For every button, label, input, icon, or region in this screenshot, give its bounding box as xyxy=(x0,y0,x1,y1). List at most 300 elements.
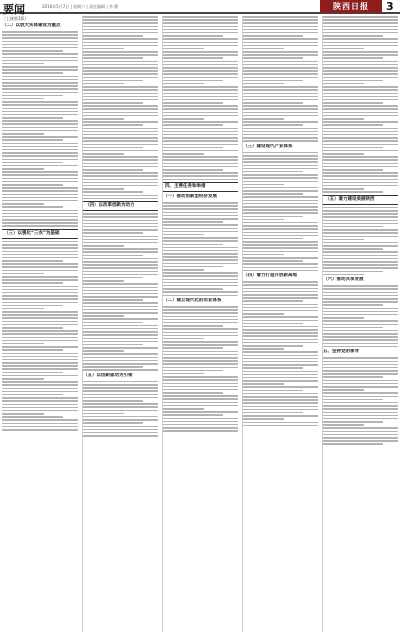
body-text-line xyxy=(243,374,318,376)
body-text-line xyxy=(243,67,318,69)
body-text-line xyxy=(243,203,318,205)
body-text-line xyxy=(163,32,238,34)
body-text-line xyxy=(163,208,238,210)
body-text-line xyxy=(243,168,318,170)
body-text-line xyxy=(83,70,158,72)
article-columns xyxy=(2,16,398,632)
body-text-line xyxy=(163,373,204,375)
body-text-line xyxy=(83,325,158,327)
body-text-line xyxy=(243,361,318,363)
body-text-line xyxy=(2,146,78,148)
body-text-line xyxy=(243,402,318,404)
body-text-line xyxy=(243,102,303,104)
body-text-line xyxy=(2,165,78,167)
body-text-line xyxy=(323,57,383,59)
body-text-line xyxy=(243,118,284,120)
body-text-line xyxy=(163,205,238,207)
body-text-line xyxy=(83,163,158,165)
body-text-line xyxy=(83,137,158,139)
body-text-line xyxy=(2,149,78,151)
body-text-line xyxy=(323,80,383,82)
body-text-line xyxy=(163,202,238,204)
body-text-line xyxy=(83,251,158,253)
body-text-line xyxy=(2,353,78,355)
body-text-line xyxy=(163,156,238,158)
body-text-line xyxy=(163,263,238,265)
body-text-line xyxy=(243,22,318,24)
body-text-line xyxy=(2,57,78,59)
body-text-line xyxy=(83,397,158,399)
body-text-line xyxy=(163,427,238,429)
body-text-line xyxy=(83,19,158,21)
body-text-line xyxy=(243,35,303,37)
body-text-line xyxy=(323,210,398,212)
body-text-line xyxy=(83,16,158,18)
body-text-line xyxy=(163,172,238,174)
body-text-line xyxy=(163,169,223,171)
body-text-line xyxy=(2,333,78,335)
body-text-line xyxy=(243,89,318,91)
body-text-line xyxy=(323,105,398,107)
body-text-line xyxy=(83,280,124,282)
body-text-line xyxy=(83,96,158,98)
body-text-line xyxy=(323,288,398,290)
body-text-line xyxy=(2,194,78,196)
body-text-line xyxy=(2,114,78,116)
subhead: （三）建设现代产业体系 xyxy=(243,143,293,149)
body-text-line xyxy=(83,179,158,181)
body-text-line xyxy=(323,77,398,79)
body-text-line xyxy=(2,340,78,342)
body-text-line xyxy=(2,210,78,212)
body-text-line xyxy=(163,115,238,117)
body-text-line xyxy=(163,341,238,343)
body-text-line xyxy=(2,263,78,265)
body-text-line xyxy=(323,73,398,75)
body-text-line xyxy=(243,348,284,350)
body-text-line xyxy=(163,70,238,72)
body-text-line xyxy=(83,86,158,88)
body-text-line xyxy=(2,92,78,94)
body-text-line xyxy=(243,96,318,98)
body-text-line xyxy=(163,237,238,239)
body-text-line xyxy=(83,239,158,241)
column-3 xyxy=(162,16,238,632)
body-text-line xyxy=(2,76,78,78)
body-text-line xyxy=(323,412,398,414)
body-text-line xyxy=(2,282,63,284)
body-text-line xyxy=(2,200,78,202)
body-text-line xyxy=(83,369,158,371)
body-text-line xyxy=(323,121,398,123)
body-text-line xyxy=(323,373,398,375)
body-text-line xyxy=(2,349,63,351)
body-text-line xyxy=(163,275,238,277)
body-text-line xyxy=(243,54,318,56)
body-text-line xyxy=(323,232,398,234)
body-text-line xyxy=(243,112,318,114)
body-text-line xyxy=(243,390,303,392)
body-text-line xyxy=(2,381,78,383)
body-text-line xyxy=(2,327,63,329)
body-text-line xyxy=(163,244,223,246)
body-text-line xyxy=(323,124,383,126)
body-text-line xyxy=(323,32,398,34)
body-text-line xyxy=(163,344,238,346)
body-text-line xyxy=(2,384,78,386)
body-text-line xyxy=(83,175,158,177)
body-text-line xyxy=(323,179,398,181)
body-text-line xyxy=(323,128,398,130)
body-text-line xyxy=(323,396,398,398)
body-text-line xyxy=(323,169,383,171)
body-text-line xyxy=(163,35,223,37)
body-text-line xyxy=(2,184,63,186)
body-text-line xyxy=(323,134,398,136)
body-text-line xyxy=(163,295,238,297)
body-text-line xyxy=(323,357,398,359)
body-text-line xyxy=(323,137,398,139)
body-text-line xyxy=(243,161,318,163)
body-text-line xyxy=(243,206,318,208)
body-text-line xyxy=(243,228,318,230)
body-text-line xyxy=(83,357,158,359)
body-text-line xyxy=(323,188,364,190)
body-text-line xyxy=(323,427,398,429)
body-text-line xyxy=(323,38,398,40)
body-text-line xyxy=(83,134,158,136)
body-text-line xyxy=(2,79,78,81)
body-text-line xyxy=(2,219,78,221)
body-text-line xyxy=(243,345,303,347)
body-text-line xyxy=(323,102,383,104)
body-text-line xyxy=(2,404,78,406)
body-text-line xyxy=(323,327,383,329)
body-text-line xyxy=(2,391,78,393)
body-text-line xyxy=(323,86,398,88)
body-text-line xyxy=(163,212,238,214)
body-text-line xyxy=(323,324,398,326)
body-text-line xyxy=(163,395,238,397)
body-text-line xyxy=(2,152,78,154)
body-text-line xyxy=(83,22,158,24)
body-text-line xyxy=(163,144,238,146)
body-text-line xyxy=(83,80,143,82)
subhead: 五、坚持党的领导 xyxy=(323,349,359,355)
body-text-line xyxy=(243,232,318,234)
body-text-line xyxy=(2,279,78,281)
body-text-line xyxy=(83,166,158,168)
body-text-line xyxy=(2,400,78,402)
body-text-line xyxy=(243,326,318,328)
body-text-line xyxy=(163,221,223,223)
body-text-line xyxy=(83,328,158,330)
body-text-line xyxy=(2,123,78,125)
body-text-line xyxy=(323,96,398,98)
body-text-line xyxy=(2,159,78,161)
body-text-line xyxy=(83,64,158,66)
body-text-line xyxy=(323,67,398,69)
body-text-line xyxy=(2,174,78,176)
body-text-line xyxy=(323,115,398,117)
body-text-line xyxy=(243,386,318,388)
body-text-line xyxy=(163,96,238,98)
column-1 xyxy=(2,16,78,632)
body-text-line xyxy=(2,117,63,119)
body-text-line xyxy=(163,325,223,327)
body-text-line xyxy=(2,247,78,249)
body-text-line xyxy=(2,359,78,361)
body-text-line xyxy=(2,388,78,390)
body-text-line xyxy=(163,83,204,85)
body-text-line xyxy=(243,425,318,427)
body-text-line xyxy=(83,334,158,336)
body-text-line xyxy=(243,406,318,408)
body-text-line xyxy=(2,136,78,138)
body-text-line xyxy=(83,169,143,171)
body-text-line xyxy=(163,231,238,233)
body-text-line xyxy=(83,232,143,234)
body-text-line xyxy=(243,294,318,296)
body-text-line xyxy=(243,364,318,366)
body-text-line xyxy=(83,315,124,317)
body-text-line xyxy=(2,41,78,43)
body-text-line xyxy=(163,93,238,95)
body-text-line xyxy=(2,187,78,189)
body-text-line xyxy=(163,354,238,356)
body-text-line xyxy=(83,258,158,260)
body-text-line xyxy=(2,372,63,374)
body-text-line xyxy=(163,279,238,281)
body-text-line xyxy=(2,213,78,215)
body-text-line xyxy=(2,50,63,52)
body-text-line xyxy=(2,162,63,164)
body-text-line xyxy=(2,426,78,428)
body-text-line xyxy=(83,182,158,184)
body-text-line xyxy=(243,121,318,123)
body-text-line xyxy=(323,298,398,300)
body-text-line xyxy=(243,399,318,401)
body-text-line xyxy=(2,216,78,218)
body-text-line xyxy=(163,269,204,271)
body-text-line xyxy=(163,363,238,365)
body-text-line xyxy=(163,179,238,181)
body-text-line xyxy=(2,63,44,65)
body-text-line xyxy=(243,128,318,130)
body-text-line xyxy=(163,102,223,104)
body-text-line xyxy=(83,406,158,408)
body-text-line xyxy=(163,61,238,63)
body-text-line xyxy=(83,360,158,362)
body-text-line xyxy=(2,168,44,170)
body-text-line xyxy=(243,140,318,142)
body-text-line xyxy=(163,16,238,18)
body-text-line xyxy=(163,224,238,226)
body-text-line xyxy=(323,405,398,407)
body-text-line xyxy=(323,22,398,24)
body-text-line xyxy=(323,153,364,155)
body-text-line xyxy=(243,193,303,195)
body-text-line xyxy=(323,389,364,391)
body-text-line xyxy=(83,48,124,50)
body-text-line xyxy=(243,19,318,21)
body-text-line xyxy=(163,108,238,110)
body-text-line xyxy=(83,32,158,34)
body-text-line xyxy=(323,408,398,410)
body-text-line xyxy=(83,338,158,340)
body-text-line xyxy=(163,347,223,349)
body-text-line xyxy=(163,389,238,391)
body-text-line xyxy=(163,272,238,274)
body-text-line xyxy=(83,73,158,75)
body-text-line xyxy=(83,277,143,279)
body-text-line xyxy=(2,286,78,288)
body-text-line xyxy=(163,408,204,410)
body-text-line xyxy=(243,297,318,299)
body-text-line xyxy=(323,236,398,238)
body-text-line xyxy=(323,415,398,417)
body-text-line xyxy=(323,314,398,316)
body-text-line xyxy=(323,191,383,193)
body-text-line xyxy=(83,309,158,311)
body-text-line xyxy=(163,89,238,91)
body-text-line xyxy=(83,426,158,428)
body-text-line xyxy=(83,347,158,349)
body-text-line xyxy=(2,197,78,199)
body-text-line xyxy=(2,95,63,97)
body-text-line xyxy=(323,443,383,445)
body-text-line xyxy=(2,139,63,141)
body-text-line xyxy=(323,156,398,158)
body-text-line xyxy=(2,419,78,421)
body-text-line xyxy=(243,329,318,331)
body-text-line xyxy=(83,147,143,149)
body-text-line xyxy=(243,155,318,157)
body-text-line xyxy=(243,105,318,107)
body-text-line xyxy=(323,261,398,263)
body-text-line xyxy=(83,61,158,63)
body-text-line xyxy=(243,209,318,211)
body-text-line xyxy=(163,26,238,28)
body-text-line xyxy=(83,29,158,31)
body-text-line xyxy=(2,251,78,253)
body-text-line xyxy=(83,77,158,79)
body-text-line xyxy=(83,353,158,355)
dateline: 2016年5月7日 | 星期六 | 责任编辑 | 李 静 xyxy=(42,4,119,9)
body-text-line xyxy=(163,140,238,142)
body-text-line xyxy=(323,48,364,50)
body-text-line xyxy=(83,83,124,85)
body-text-line xyxy=(83,283,158,285)
body-text-line xyxy=(323,292,398,294)
body-text-line xyxy=(2,394,63,396)
body-text-line xyxy=(323,26,398,28)
body-text-line xyxy=(323,223,398,225)
body-text-line xyxy=(2,104,78,106)
body-text-line xyxy=(2,308,44,310)
body-text-line xyxy=(323,245,398,247)
body-text-line xyxy=(243,216,303,218)
subhead: （五）以创新驱动为引领 xyxy=(83,372,133,378)
body-text-line xyxy=(243,351,318,353)
body-text-line xyxy=(163,319,238,321)
body-text-line xyxy=(323,431,398,433)
body-text-line xyxy=(243,335,318,337)
body-text-line xyxy=(163,131,238,133)
body-text-line xyxy=(163,121,238,123)
body-text-line xyxy=(323,112,398,114)
body-text-line xyxy=(163,134,238,136)
body-text-line xyxy=(163,54,238,56)
body-text-line xyxy=(163,282,238,284)
body-text-line xyxy=(243,73,318,75)
body-text-line xyxy=(323,399,383,401)
body-text-line xyxy=(83,38,158,40)
body-text-line xyxy=(243,200,318,202)
body-text-line xyxy=(83,242,158,244)
body-text-line xyxy=(243,247,318,249)
body-text-line xyxy=(323,150,398,152)
body-text-line xyxy=(163,153,204,155)
body-text-line xyxy=(323,216,398,218)
body-text-line xyxy=(243,342,318,344)
body-text-line xyxy=(163,370,223,372)
body-text-line xyxy=(163,288,223,290)
body-text-line xyxy=(83,35,143,37)
body-text-line xyxy=(2,311,78,313)
body-text-line xyxy=(83,213,158,215)
body-text-line xyxy=(323,361,398,363)
body-text-line xyxy=(83,118,124,120)
body-text-line xyxy=(323,370,398,372)
body-text-line xyxy=(83,42,158,44)
body-text-line xyxy=(323,274,364,276)
body-text-line xyxy=(83,363,158,365)
body-text-line xyxy=(163,285,238,287)
body-text-line xyxy=(83,185,158,187)
body-text-line xyxy=(243,115,318,117)
body-text-line xyxy=(163,19,238,21)
body-text-line xyxy=(323,317,364,319)
body-text-line xyxy=(163,247,238,249)
body-text-line xyxy=(83,226,158,228)
body-text-line xyxy=(243,29,318,31)
body-text-line xyxy=(83,198,158,200)
body-text-line xyxy=(243,93,318,95)
body-text-line xyxy=(323,343,398,345)
body-text-line xyxy=(83,416,158,418)
body-text-line xyxy=(163,175,238,177)
body-text-line xyxy=(163,351,238,353)
body-text-line xyxy=(243,409,318,411)
body-text-line xyxy=(243,45,318,47)
body-text-line xyxy=(83,403,158,405)
body-text-line xyxy=(83,156,158,158)
body-text-line xyxy=(163,424,238,426)
body-text-line xyxy=(243,355,318,357)
body-text-line xyxy=(323,346,398,348)
body-text-line xyxy=(243,263,318,265)
body-text-line xyxy=(243,307,318,309)
body-text-line xyxy=(323,93,398,95)
subhead: （二）建立现代化的农业体系 xyxy=(163,298,222,303)
body-text-line xyxy=(163,402,238,404)
page-number: 3 xyxy=(386,0,394,13)
body-text-line xyxy=(163,29,238,31)
body-text-line xyxy=(243,212,318,214)
body-text-line xyxy=(323,89,398,91)
body-text-line xyxy=(163,42,238,44)
